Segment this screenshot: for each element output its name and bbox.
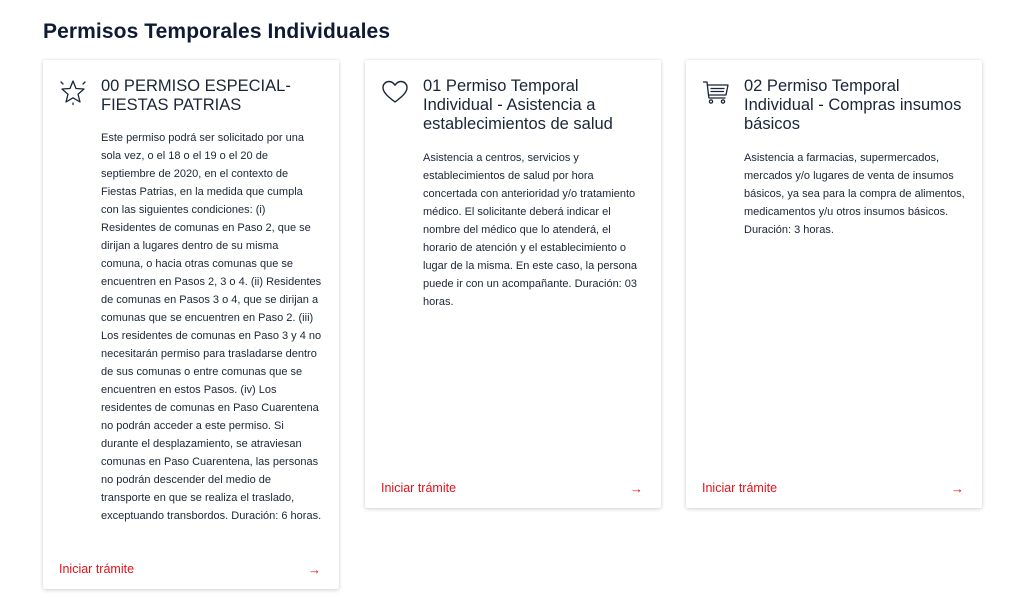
arrow-right-icon: → — [951, 480, 964, 496]
card-header — [381, 77, 649, 134]
start-procedure-label: Iniciar trámite — [381, 481, 457, 495]
card-description: Asistencia a centros, servicios y establecimientos de salud por hora concertada con anterioridad y/o tratamiento médico. El solicitante deberá indicar el nombre del médico que lo atenderá, el horario de atención y el establecimiento o lugar de la misma. En este caso, la persona puede ir con un acompañante. Duración: 03 horas. — [423, 152, 638, 308]
start-procedure-label: Iniciar trámite — [59, 562, 135, 576]
start-procedure-link[interactable] — [59, 562, 321, 576]
start-procedure-link[interactable] — [381, 481, 643, 495]
card-header — [702, 77, 970, 134]
card-header — [59, 77, 327, 115]
star-icon — [59, 78, 87, 106]
page-title: Permisos Temporales Individuales — [43, 20, 391, 43]
heart-icon — [381, 78, 409, 106]
card-title: 02 Permiso Temporal Individual - Compras insumos básicos — [744, 77, 962, 133]
card-title: 00 PERMISO ESPECIAL- FIESTAS PATRIAS — [101, 77, 291, 114]
card-title: 01 Permiso Temporal Individual - Asistencia a establecimientos de salud — [423, 77, 613, 133]
permit-card-basic-supplies — [686, 60, 982, 508]
permit-card-health — [365, 60, 661, 508]
arrow-right-icon: → — [630, 480, 643, 496]
card-description: Este permiso podrá ser solicitado por una sola vez, o el 18 o el 19 o el 20 de septiembre de 2020, en el contexto de Fiestas Patrias, en la medida que cumpla con las siguientes condiciones: (i) Residentes de comunas en Paso 2, que se dirijan a lugares dentro de su misma comuna, o hacia otras comunas que se encuentren en Pasos 2, 3 o 4. (ii) Residentes de comunas en Pasos 3 o 4, que se dirijan a comunas que se encuentren en Paso 2. (iii) Los residentes de comunas en Paso 3 y 4 no necesitarán permiso para trasladarse dentro de sus comunas o entre comunas que se encuentren en estos Pasos. (iv) Los residentes de comunas en Paso Cuarentena no podrán acceder a este permiso. Si durante el desplazamiento, se atraviesan comunas en Paso Cuarentena, las personas no podrán descender del medio de transporte en que se realiza el traslado, exceptuando transbordos. Duración: 6 horas. — [101, 132, 322, 522]
permit-card-fiestas-patrias — [43, 60, 339, 589]
arrow-right-icon: → — [308, 561, 321, 577]
shopping-cart-icon — [702, 78, 730, 106]
start-procedure-label: Iniciar trámite — [702, 481, 778, 495]
card-description: Asistencia a farmacias, supermercados, mercados y/o lugares de venta de insumos básicos, ya sea para la compra de alimentos, medicamentos y/u otros insumos básicos. Duración: 3 horas. — [744, 152, 965, 236]
start-procedure-link[interactable] — [702, 481, 964, 495]
